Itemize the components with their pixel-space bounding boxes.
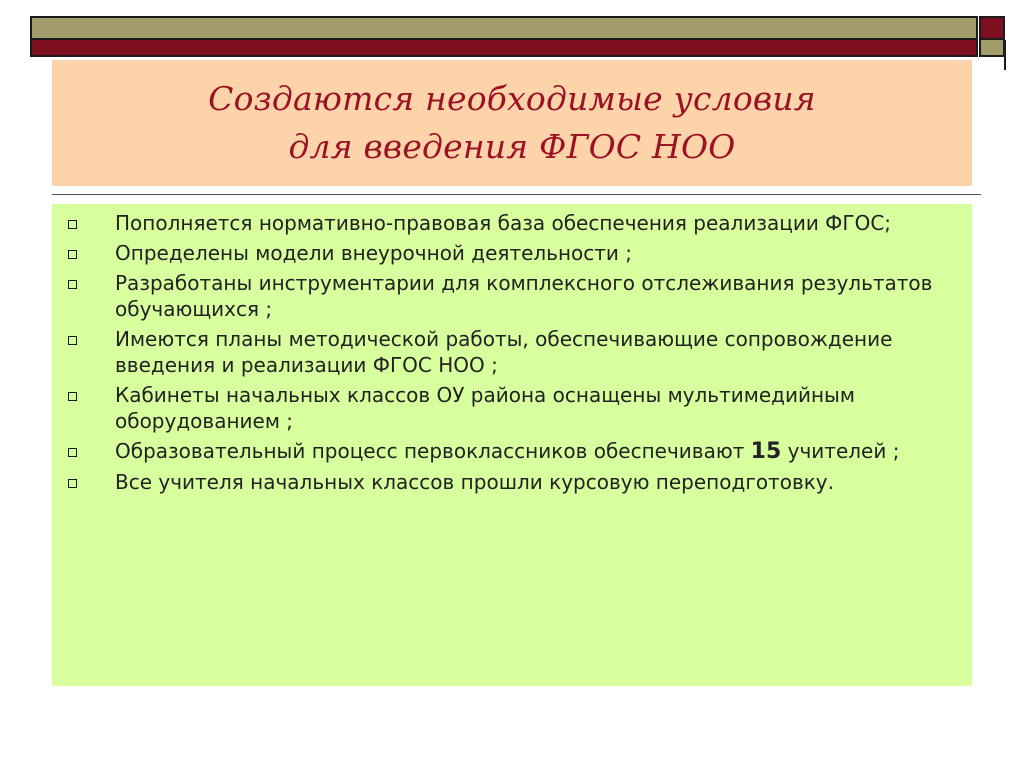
bullet-text: Имеются планы методической работы, обеспечивающие сопровождение введения и реализации ФГОС НОО ; <box>115 327 893 377</box>
bullet-text: Пополняется нормативно-правовая база обеспечения реализации ФГОС; <box>115 211 892 235</box>
list-item <box>52 469 972 495</box>
bullet-text: Все учителя начальных классов прошли курсовую переподготовку. <box>115 470 835 494</box>
bullet-text <box>115 438 958 465</box>
list-item <box>52 382 972 434</box>
list-item <box>52 210 972 236</box>
corner-square-maroon <box>979 16 1005 40</box>
hollow-square-bullet-icon <box>68 250 77 259</box>
bullet-text: Разработаны инструментарии для комплексного отслеживания результатов обучающихся ; <box>115 271 933 321</box>
top-decor-bar-maroon <box>30 40 978 57</box>
hollow-square-bullet-icon <box>68 479 77 488</box>
list-item <box>52 438 972 465</box>
slide-title-line-1: Создаются необходимые условия <box>208 79 816 118</box>
hollow-square-bullet-icon <box>68 220 77 229</box>
list-item <box>52 326 972 378</box>
corner-square-olive <box>979 40 1005 57</box>
bullet-list <box>52 210 972 499</box>
teacher-count: 15 <box>750 439 782 464</box>
top-decor-bar-olive <box>30 16 978 40</box>
bullet-text: Определены модели внеурочной деятельности ; <box>115 241 633 265</box>
title-divider <box>52 194 981 195</box>
decor-vertical-line <box>1004 40 1006 70</box>
slide-content-panel <box>52 204 972 686</box>
hollow-square-bullet-icon <box>68 336 77 345</box>
bullet-text-before: Образовательный процесс первоклассников обеспечивают <box>115 439 751 463</box>
hollow-square-bullet-icon <box>68 280 77 289</box>
list-item <box>52 240 972 266</box>
list-item <box>52 270 972 322</box>
hollow-square-bullet-icon <box>68 392 77 401</box>
slide-title-line-2: для введения ФГОС НОО <box>288 127 736 166</box>
bullet-text-after: учителей ; <box>781 439 900 463</box>
slide-title-panel <box>52 60 972 186</box>
hollow-square-bullet-icon <box>68 448 77 457</box>
bullet-text: Кабинеты начальных классов ОУ района оснащены мультимедийным оборудованием ; <box>115 383 855 433</box>
